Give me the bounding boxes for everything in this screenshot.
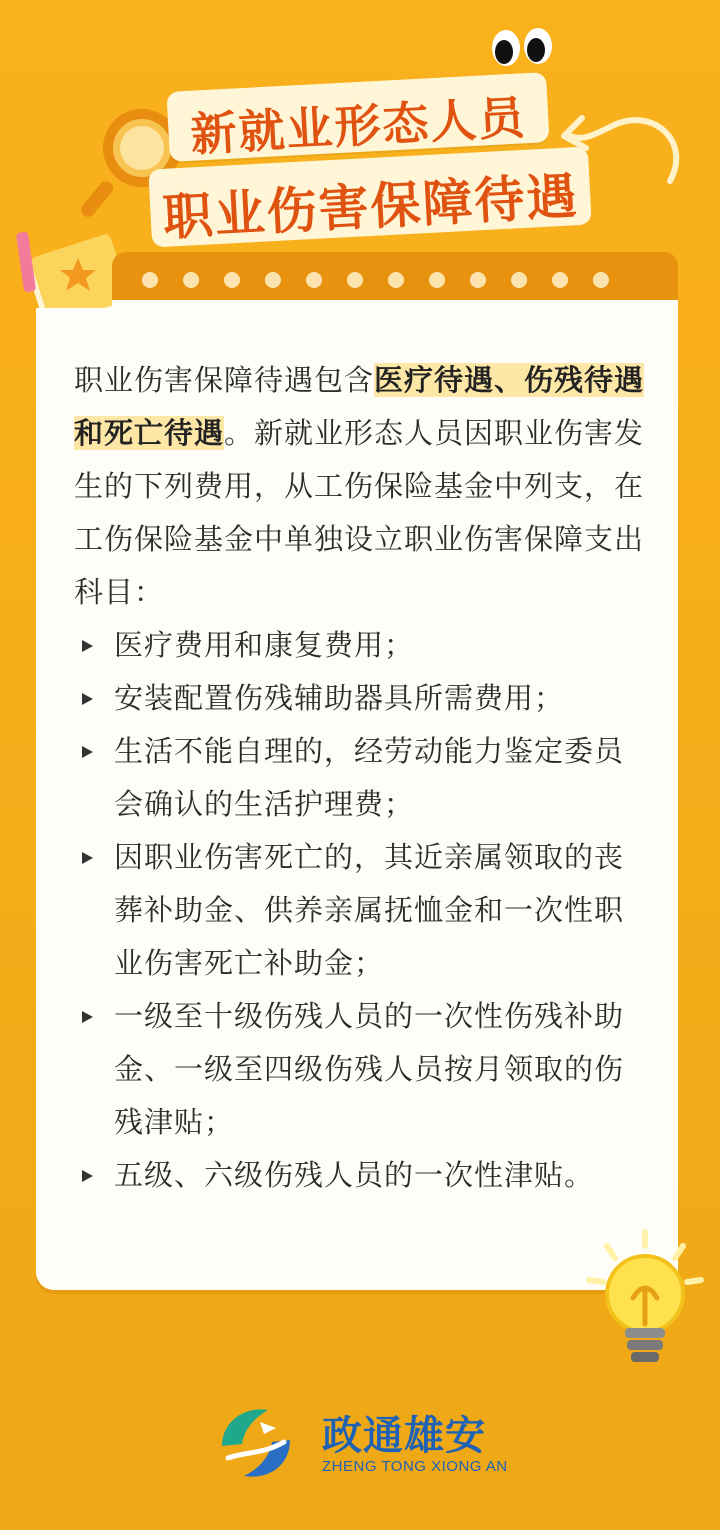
header-dot [183, 272, 199, 288]
logo-mark-icon [214, 1400, 298, 1484]
eyes-icon [488, 22, 558, 72]
list-item [74, 619, 646, 672]
header-dot [511, 272, 527, 288]
intro-paragraph [74, 354, 646, 619]
page-title-line1: 新就业形态人员 [189, 90, 528, 162]
card-header-dots [142, 272, 609, 288]
page-title-line2: 职业伤害保障待遇 [161, 167, 580, 247]
logo-subtitle: ZHENG TONG XIONG AN [322, 1458, 508, 1475]
benefit-list [74, 619, 646, 1202]
brand-logo [214, 1400, 514, 1484]
bullet-arrow-icon [82, 693, 93, 705]
list-item-text: 医疗费用和康复费用； [114, 628, 415, 662]
list-item [74, 1149, 646, 1202]
header-dot [306, 272, 322, 288]
bullet-arrow-icon [82, 746, 93, 758]
list-item [74, 831, 646, 990]
intro-text-1: 职业伤害保障待遇包含 [74, 363, 375, 397]
header-dot [388, 272, 404, 288]
arrow-icon [552, 96, 692, 196]
content-card [36, 308, 678, 1290]
bullet-arrow-icon [82, 640, 93, 652]
header-dot [552, 272, 568, 288]
list-item [74, 725, 646, 831]
bullet-arrow-icon [82, 852, 93, 864]
header-dot [265, 272, 281, 288]
list-item [74, 990, 646, 1149]
bullet-arrow-icon [82, 1170, 93, 1182]
list-item-text: 生活不能自理的，经劳动能力鉴定委员会确认的生活护理费； [114, 734, 625, 821]
lightbulb-icon [585, 1228, 705, 1378]
header-dot [224, 272, 240, 288]
intro-highlight: 医疗待遇、伤残待遇和死亡待遇 [74, 363, 645, 450]
intro-text-2: 。新就业形态人员因职业伤害发生的下列费用，从工伤保险基金中列支，在工伤保险基金中单独设立职业伤害保障支出科目： [74, 416, 645, 609]
title-banner-1 [166, 72, 549, 162]
list-item-text: 因职业伤害死亡的，其近亲属领取的丧葬补助金、供养亲属抚恤金和一次性职业伤害死亡补助金； [114, 840, 625, 980]
title-area [0, 0, 720, 260]
header-dot [470, 272, 486, 288]
header-dot [347, 272, 363, 288]
logo-name: 政通雄安 [322, 1412, 486, 1459]
header-dot [142, 272, 158, 288]
card-content [74, 354, 646, 1202]
bullet-arrow-icon [82, 1011, 93, 1023]
list-item-text: 五级、六级伤残人员的一次性津贴。 [114, 1158, 595, 1192]
header-dot [593, 272, 609, 288]
list-item-text: 一级至十级伤残人员的一次性伤残补助金、一级至四级伤残人员按月领取的伤残津贴； [114, 999, 625, 1139]
list-item-text: 安装配置伤残辅助器具所需费用； [114, 681, 565, 715]
list-item [74, 672, 646, 725]
header-dot [429, 272, 445, 288]
